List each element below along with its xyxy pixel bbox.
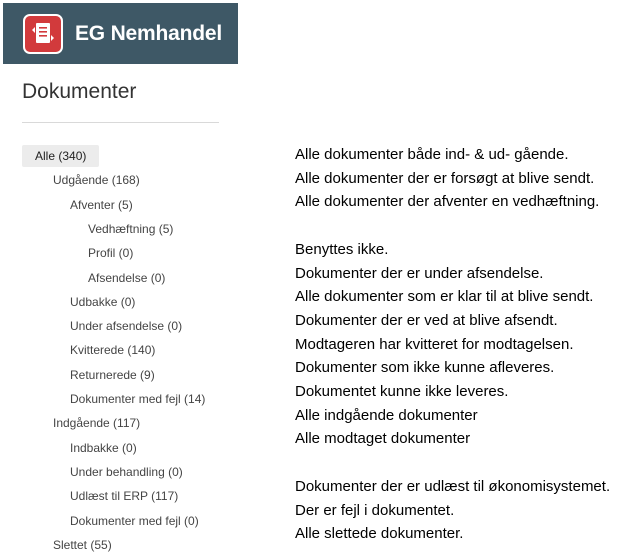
tree-item[interactable]: Kvitterede (140) — [70, 343, 156, 358]
tree-item[interactable]: Indbakke (0) — [70, 440, 137, 455]
tree-item[interactable]: Udbakke (0) — [70, 294, 136, 309]
app-header — [3, 3, 238, 64]
tree-item[interactable]: Slettet (55) — [53, 537, 112, 552]
description-line: Alle dokumenter der afventer en vedhæftning. — [295, 193, 600, 211]
description-line: Alle modtaget dokumenter — [295, 430, 471, 448]
tree-item[interactable]: Alle (340) — [22, 145, 99, 167]
description-line: Alle indgående dokumenter — [295, 406, 478, 424]
description-line: Dokumenter som ikke kunne afleveres. — [295, 359, 555, 377]
tree-item[interactable]: Udgående (168) — [53, 173, 140, 188]
description-line: Dokumentet kunne ikke leveres. — [295, 383, 509, 400]
tree-item[interactable]: Vedhæftning (5) — [88, 221, 174, 236]
description-line: Dokumenter der er udlæst til økonomisystemet. — [295, 477, 611, 495]
description-line: Modtageren har kvitteret for modtagelsen. — [295, 335, 574, 353]
tree-item[interactable]: Under behandling (0) — [70, 464, 183, 479]
tree-item[interactable]: Dokumenter med fejl (0) — [70, 513, 199, 528]
app-title: EG Nemhandel — [75, 21, 222, 45]
tree-item[interactable]: Dokumenter med fejl (14) — [70, 392, 206, 406]
page-title: Dokumenter — [22, 80, 137, 103]
tree-item[interactable]: Returnerede (9) — [70, 367, 155, 382]
description-line: Der er fejl i dokumentet. — [295, 501, 455, 519]
description-line: Alle dokumenter som er klar til at blive sendt. — [295, 288, 594, 306]
tree-item[interactable]: Indgående (117) — [53, 416, 141, 431]
tree-item[interactable]: Afsendelse (0) — [88, 270, 166, 285]
description-line: Alle slettede dokumenter. — [295, 525, 464, 543]
tree-item[interactable]: Udlæst til ERP (117) — [70, 489, 179, 504]
description-line: Alle dokumenter både ind- & ud- gående. — [295, 146, 569, 163]
tree-item[interactable]: Profil (0) — [88, 246, 134, 261]
tree-item[interactable]: Afventer (5) — [70, 197, 133, 212]
description-line: Alle dokumenter der er forsøgt at blive sendt. — [295, 169, 595, 187]
description-line: Benyttes ikke. — [295, 240, 389, 258]
document-exchange-icon[interactable] — [23, 14, 63, 54]
divider — [22, 122, 219, 123]
description-line: Dokumenter der er under afsendelse. — [295, 264, 544, 282]
description-line: Dokumenter der er ved at blive afsendt. — [295, 311, 558, 329]
tree-item[interactable]: Under afsendelse (0) — [70, 319, 183, 334]
